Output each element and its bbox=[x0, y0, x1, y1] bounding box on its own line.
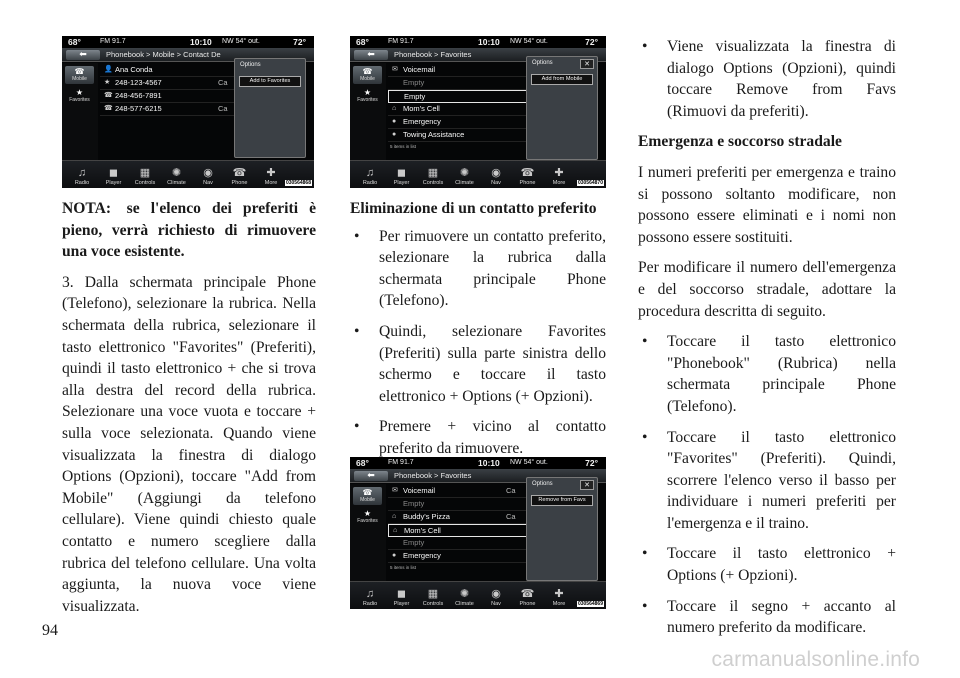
screenshot-add-from-mobile bbox=[350, 36, 606, 188]
column-right bbox=[638, 36, 896, 648]
column-left bbox=[62, 198, 316, 626]
dock-item-controls[interactable] bbox=[417, 587, 449, 607]
dock-item-radio[interactable] bbox=[354, 587, 386, 607]
dock-item-nav[interactable] bbox=[480, 166, 512, 186]
dock-item-climate[interactable] bbox=[449, 587, 481, 607]
dock-item-controls[interactable] bbox=[129, 166, 161, 186]
home-icon: ⌂ bbox=[392, 513, 397, 520]
outside-info: NW 54° out. bbox=[510, 459, 548, 466]
climate-icon: ✺ bbox=[171, 167, 182, 179]
dock-item-climate[interactable] bbox=[161, 166, 193, 186]
bottom-dock bbox=[350, 581, 606, 609]
dock-item-phone[interactable] bbox=[512, 587, 544, 607]
options-dialog bbox=[234, 58, 306, 158]
list-item[interactable] bbox=[388, 116, 538, 129]
dock-item-label: Nav bbox=[491, 601, 501, 607]
list-item-action: Ca bbox=[506, 512, 516, 521]
dock-item-label: Phone bbox=[519, 601, 536, 607]
interior-temp: 68° bbox=[356, 458, 369, 468]
player-icon: ◼ bbox=[396, 167, 407, 179]
dock-item-label: Nav bbox=[203, 180, 213, 186]
more-icon: ✚ bbox=[266, 167, 276, 179]
clock: 10:10 bbox=[478, 458, 500, 468]
list-item[interactable] bbox=[388, 524, 538, 537]
list-item[interactable] bbox=[388, 90, 538, 103]
radio-icon: ♫ bbox=[365, 588, 375, 600]
climate-icon: ✺ bbox=[459, 167, 470, 179]
emergency-steps-list bbox=[638, 331, 896, 639]
sidebar-item-label: Mobile bbox=[360, 76, 375, 82]
list-item-label: 248-456-7891 bbox=[115, 91, 162, 100]
list-item-label: Towing Assistance bbox=[403, 130, 465, 139]
list-item-label: Empty bbox=[403, 78, 425, 87]
sidebar-item-favorites[interactable] bbox=[353, 508, 382, 526]
phone-handset-icon: ☎ bbox=[74, 67, 85, 76]
list-item-label: Ana Conda bbox=[115, 65, 153, 74]
list-item-label: Mom's Cell bbox=[404, 526, 441, 535]
star-icon: ★ bbox=[104, 79, 111, 86]
sidebar-item-mobile[interactable] bbox=[353, 66, 382, 84]
controls-icon: ▦ bbox=[427, 588, 439, 600]
voicemail-icon: ✉ bbox=[392, 487, 398, 494]
phonebook-sidebar bbox=[62, 63, 98, 160]
screenshot-remove-from-favs bbox=[350, 457, 606, 609]
dock-item-label: Controls bbox=[422, 601, 444, 607]
home-icon: ⌂ bbox=[393, 527, 398, 534]
options-dialog bbox=[526, 56, 598, 160]
star-icon: ★ bbox=[75, 88, 84, 97]
list-item[interactable] bbox=[100, 64, 250, 77]
options-title: Options bbox=[240, 62, 261, 68]
list-item[interactable] bbox=[388, 485, 538, 498]
back-arrow-icon[interactable]: ⬅ bbox=[66, 50, 100, 60]
dock-item-label: Radio bbox=[362, 180, 378, 186]
nav-icon: ◉ bbox=[491, 588, 501, 600]
items-count: 5 items in list bbox=[390, 144, 417, 149]
radio-station: FM 91.7 bbox=[100, 38, 126, 45]
breadcrumb: Phonebook > Favorites bbox=[394, 50, 472, 59]
step-3-paragraph: 3. Dalla schermata principale Phone (Telefono), selezionare la rubrica. Nella schermata della rubrica, selezionare il tasto elettronico "Favorites" (Preferiti), quindi il tasto elettronico + che si trova alla destra del record della rubrica. Selezionare una voce vuota e toccare + sulla voce selezionata. Quando viene visualizzata la finestra di dialogo Options (Opzioni), toccare "Add from Mobile" (Aggiungi da telefono cellulare). Viene quindi chiesto quale contatto e numero scegliere dalla rubrica del telefono cellulare. Una volta aggiunta, la nuova voce viene visualizzata. bbox=[62, 273, 316, 615]
controls-icon: ▦ bbox=[427, 167, 439, 179]
sidebar-item-label: Favorites bbox=[357, 97, 378, 103]
breadcrumb: Phonebook > Mobile > Contact De bbox=[106, 50, 221, 59]
note-favorites-full: NOTA: se l'elenco dei preferiti è pieno, verrà richiesto di rimuovere una voce esistente. bbox=[62, 200, 316, 261]
close-icon[interactable]: ✕ bbox=[580, 480, 594, 490]
star-icon: ★ bbox=[363, 88, 372, 97]
phone-icon: ☎ bbox=[104, 92, 113, 99]
dock-item-label: Radio bbox=[362, 601, 378, 607]
status-bar bbox=[62, 36, 314, 48]
clock: 10:10 bbox=[478, 37, 500, 47]
column-middle bbox=[350, 198, 606, 469]
dock-item-radio[interactable] bbox=[66, 166, 98, 186]
figure-code: 030564870 bbox=[577, 180, 603, 186]
dot-icon: ● bbox=[392, 131, 397, 138]
list-item[interactable] bbox=[388, 77, 538, 90]
breadcrumb: Phonebook > Favorites bbox=[394, 471, 472, 480]
dock-item-label: Controls bbox=[134, 180, 156, 186]
options-title: Options bbox=[532, 481, 553, 487]
nav-icon: ◉ bbox=[491, 167, 501, 179]
sidebar-item-label: Mobile bbox=[72, 76, 87, 82]
phone-icon: ☎ bbox=[232, 167, 247, 179]
list-item-action: Ca bbox=[218, 78, 228, 87]
list-item: • Quindi, selezionare Favorites (Preferiti) sulla parte sinistra dello schermo e toccare il tasto elettronico + Options (+ Opzioni). bbox=[350, 321, 606, 407]
sidebar-item-label: Favorites bbox=[357, 518, 378, 524]
dock-item-label: Climate bbox=[455, 601, 474, 607]
set-temp: 72° bbox=[585, 37, 598, 47]
list-item-action: Ca bbox=[218, 104, 228, 113]
dock-item-label: Radio bbox=[74, 180, 90, 186]
options-title: Options bbox=[532, 60, 553, 66]
list-item[interactable] bbox=[388, 103, 538, 116]
phone-icon: ☎ bbox=[104, 105, 113, 112]
sidebar-item-label: Favorites bbox=[69, 97, 90, 103]
dot-icon: ● bbox=[392, 552, 397, 559]
dock-item-label: Phone bbox=[519, 180, 536, 186]
dock-item-label: Player bbox=[393, 601, 410, 607]
voicemail-icon: ✉ bbox=[392, 66, 398, 73]
outside-info: NW 54° out. bbox=[510, 38, 548, 45]
list-item-label: 248-577-6215 bbox=[115, 104, 162, 113]
nav-icon: ◉ bbox=[203, 167, 213, 179]
list-item: • Premere + vicino al contatto preferito da rimuovere. bbox=[350, 416, 606, 459]
close-icon[interactable]: ✕ bbox=[580, 59, 594, 69]
list-item: • Toccare il segno + accanto al numero preferito da modificare. bbox=[638, 596, 896, 639]
list-item[interactable] bbox=[388, 550, 538, 563]
more-icon: ✚ bbox=[554, 588, 564, 600]
list-item-label: 248-123-4567 bbox=[115, 78, 162, 87]
dock-item-label: Nav bbox=[491, 180, 501, 186]
list-item-label: Emergency bbox=[403, 117, 441, 126]
screenshot-add-to-favorites bbox=[62, 36, 314, 188]
outside-info: NW 54° out. bbox=[222, 38, 260, 45]
list-item-action: Ca bbox=[506, 486, 516, 495]
watermark: carmanualsonline.info bbox=[711, 648, 920, 671]
dock-item-label: More bbox=[264, 180, 278, 186]
dock-item-player[interactable] bbox=[386, 166, 418, 186]
list-item[interactable] bbox=[100, 90, 250, 103]
dock-item-radio[interactable] bbox=[354, 166, 386, 186]
dock-item-nav[interactable] bbox=[192, 166, 224, 186]
set-temp: 72° bbox=[293, 37, 306, 47]
list-item: • Toccare il tasto elettronico "Favorites" (Preferiti). Quindi, scorrere l'elenco verso il basso per individuare i numeri preferiti per l'emergenza e il traino. bbox=[638, 427, 896, 535]
radio-icon: ♫ bbox=[77, 167, 87, 179]
dock-item-label: More bbox=[552, 180, 566, 186]
status-bar bbox=[350, 36, 606, 48]
back-arrow-icon[interactable]: ⬅ bbox=[354, 471, 388, 481]
more-icon: ✚ bbox=[554, 167, 564, 179]
sidebar-item-favorites[interactable] bbox=[353, 87, 382, 105]
list-item[interactable] bbox=[388, 537, 538, 550]
options-action-button[interactable]: Add from Mobile bbox=[531, 74, 593, 85]
contact-list bbox=[388, 485, 538, 563]
phone-handset-icon: ☎ bbox=[362, 67, 373, 76]
dock-item-label: Climate bbox=[167, 180, 186, 186]
dock-item-climate[interactable] bbox=[449, 166, 481, 186]
radio-icon: ♫ bbox=[365, 167, 375, 179]
sidebar-item-mobile[interactable] bbox=[65, 66, 94, 84]
dock-item-label: Player bbox=[105, 180, 122, 186]
home-icon: ⌂ bbox=[392, 105, 397, 112]
contact-list bbox=[100, 64, 250, 116]
list-item: • Toccare il tasto elettronico + Options (+ Opzioni). bbox=[638, 543, 896, 586]
player-icon: ◼ bbox=[108, 167, 119, 179]
dock-item-label: Phone bbox=[231, 180, 248, 186]
list-item-label: Empty bbox=[404, 92, 426, 101]
radio-station: FM 91.7 bbox=[388, 459, 414, 466]
list-item-label: Voicemail bbox=[403, 65, 436, 74]
emergency-paragraph-1: I numeri preferiti per emergenza e traino si possono soltanto modificare, non possono essere eliminati e i nomi non possono essere sostituiti. bbox=[638, 163, 896, 246]
star-icon: ★ bbox=[363, 509, 372, 518]
emergency-paragraph-2: Per modificare il numero dell'emergenza e del soccorso stradale, adottare la procedura descritta di seguito. bbox=[638, 259, 896, 320]
phonebook-sidebar bbox=[350, 63, 386, 160]
clock: 10:10 bbox=[190, 37, 212, 47]
dock-item-more[interactable] bbox=[543, 587, 575, 607]
figure-code: 030564868 bbox=[285, 180, 311, 186]
sidebar-item-favorites[interactable] bbox=[65, 87, 94, 105]
items-count: 5 items in list bbox=[390, 565, 417, 570]
dot-icon: ● bbox=[392, 118, 397, 125]
dock-item-more[interactable] bbox=[543, 166, 575, 186]
phonebook-sidebar bbox=[350, 484, 386, 581]
interior-temp: 68° bbox=[68, 37, 81, 47]
list-item[interactable] bbox=[388, 511, 538, 524]
list-item-label: Empty bbox=[403, 538, 425, 547]
dock-item-phone[interactable] bbox=[224, 166, 256, 186]
bottom-dock bbox=[62, 160, 314, 188]
list-item: • Toccare il tasto elettronico "Phonebook" (Rubrica) nella schermata principale Phone (Telefono). bbox=[638, 331, 896, 417]
dock-item-player[interactable] bbox=[98, 166, 130, 186]
bottom-dock bbox=[350, 160, 606, 188]
remove-steps-list bbox=[350, 226, 606, 460]
options-action-button[interactable]: Add to Favorites bbox=[239, 76, 301, 87]
person-icon: 👤 bbox=[104, 66, 113, 73]
list-item-label: Emergency bbox=[403, 551, 441, 560]
set-temp: 72° bbox=[585, 458, 598, 468]
dock-item-label: Climate bbox=[455, 180, 474, 186]
sidebar-item-label: Mobile bbox=[360, 497, 375, 503]
list-item[interactable] bbox=[388, 129, 538, 142]
heading-remove-favorite: Eliminazione di un contatto preferito bbox=[350, 200, 597, 217]
list-item[interactable] bbox=[388, 64, 538, 77]
list-item[interactable] bbox=[388, 498, 538, 511]
list-item: • Viene visualizzata la finestra di dialogo Options (Opzioni), quindi toccare Remove from Favs (Rimuovi da preferiti). bbox=[638, 36, 896, 122]
list-item-label: Buddy's Pizza bbox=[403, 512, 450, 521]
dock-item-more[interactable] bbox=[255, 166, 287, 186]
list-item: • Per rimuovere un contatto preferito, selezionare la rubrica dalla schermata principale Phone (Telefono). bbox=[350, 226, 606, 312]
figure-code: 030564869 bbox=[577, 601, 603, 607]
options-dialog bbox=[526, 477, 598, 581]
options-action-button[interactable]: Remove from Favs bbox=[531, 495, 593, 506]
radio-station: FM 91.7 bbox=[388, 38, 414, 45]
contact-list bbox=[388, 64, 538, 142]
dock-item-controls[interactable] bbox=[417, 166, 449, 186]
heading-emergency: Emergenza e soccorso stradale bbox=[638, 133, 842, 151]
phone-icon: ☎ bbox=[520, 167, 535, 179]
list-item-label: Mom's Cell bbox=[403, 104, 440, 113]
phone-handset-icon: ☎ bbox=[362, 488, 373, 497]
controls-icon: ▦ bbox=[139, 167, 151, 179]
dock-item-label: Controls bbox=[422, 180, 444, 186]
list-item[interactable] bbox=[100, 103, 250, 116]
interior-temp: 68° bbox=[356, 37, 369, 47]
dock-item-label: More bbox=[552, 601, 566, 607]
back-arrow-icon[interactable]: ⬅ bbox=[354, 50, 388, 60]
list-item-label: Voicemail bbox=[403, 486, 436, 495]
remove-steps-continued bbox=[638, 36, 896, 122]
page-number: 94 bbox=[42, 622, 58, 639]
dock-item-phone[interactable] bbox=[512, 166, 544, 186]
player-icon: ◼ bbox=[396, 588, 407, 600]
dock-item-player[interactable] bbox=[386, 587, 418, 607]
climate-icon: ✺ bbox=[459, 588, 470, 600]
phone-icon: ☎ bbox=[520, 588, 535, 600]
dock-item-nav[interactable] bbox=[480, 587, 512, 607]
dock-item-label: Player bbox=[393, 180, 410, 186]
list-item[interactable] bbox=[100, 77, 250, 90]
sidebar-item-mobile[interactable] bbox=[353, 487, 382, 505]
list-item-label: Empty bbox=[403, 499, 425, 508]
